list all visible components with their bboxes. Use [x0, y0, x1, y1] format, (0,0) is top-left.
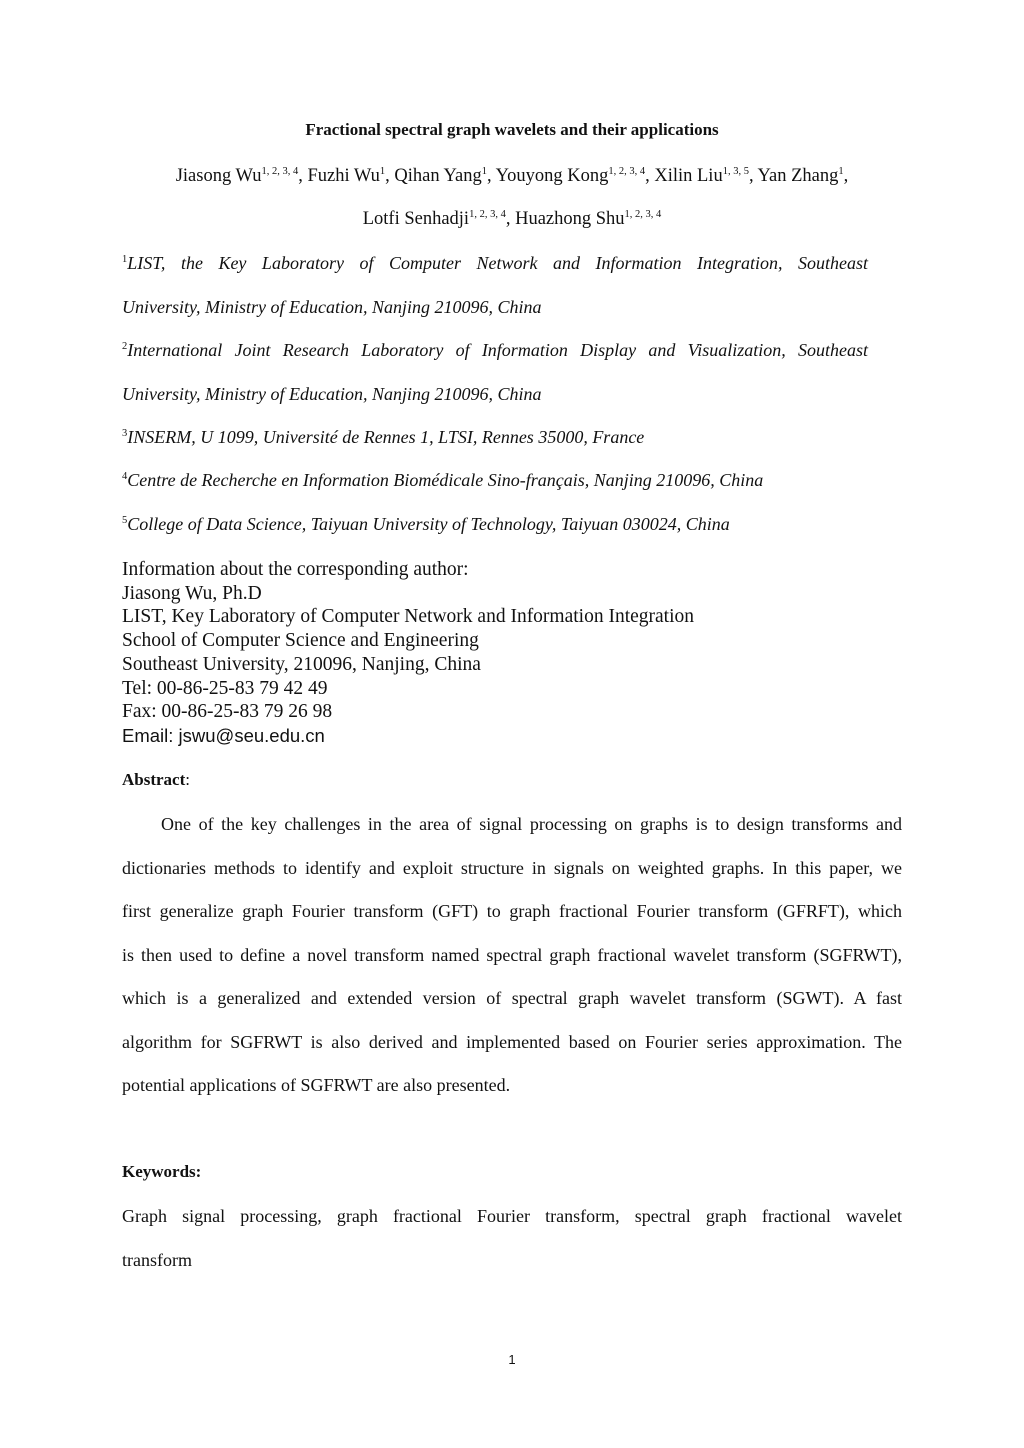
- abstract-line: [122, 803, 902, 847]
- abstract-line: dictionaries methods to identify and exploit structure in signals on weighted graphs. In this paper, we: [122, 857, 902, 878]
- author-separator: ,: [385, 166, 395, 186]
- affiliation-1: [122, 242, 868, 329]
- author-separator: ,: [645, 166, 655, 186]
- keywords-body: [122, 1195, 902, 1282]
- corresponding-author-block: [122, 558, 822, 748]
- affiliation-text: LIST, the Key Laboratory of Computer Network and Information Integration, Southeast: [127, 253, 868, 273]
- author-name: Yan Zhang: [757, 166, 839, 186]
- author-separator: ,: [487, 166, 496, 186]
- affiliation-text: INSERM, U 1099, Université de Rennes 1, LTSI, Rennes 35000, France: [127, 427, 645, 447]
- affiliation-line: [122, 459, 868, 503]
- corresponding-fax: Fax: 00-86-25-83 79 26 98: [122, 701, 333, 723]
- author-affiliation-marks: 1, 2, 3, 4: [624, 209, 662, 220]
- author-affiliation-marks: 1: [838, 166, 844, 177]
- author-separator: ,: [298, 166, 308, 186]
- affiliation-number: 3: [122, 428, 128, 439]
- corresponding-heading: Information about the corresponding author:: [122, 559, 469, 580]
- abstract-heading-label: Abstract: [122, 770, 186, 789]
- affiliation-number: 5: [122, 515, 128, 526]
- affiliation-number: 1: [122, 254, 128, 265]
- keywords-line: transform: [122, 1249, 192, 1270]
- abstract-body: [122, 803, 902, 1108]
- affiliation-line: [122, 242, 868, 286]
- keywords-line: Graph signal processing, graph fractional Fourier transform, spectral graph fractional wavelet: [122, 1206, 902, 1226]
- corresponding-tel: Tel: 00-86-25-83 79 42 49: [122, 677, 328, 699]
- corresponding-university: Southeast University, 210096, Nanjing, China: [122, 653, 481, 675]
- author-name: Jiasong Wu: [175, 166, 262, 186]
- affiliation-text: International Joint Research Laboratory of Information Display and Visualization, Southeast: [127, 340, 868, 360]
- corresponding-lab: LIST, Key Laboratory of Computer Network and Information Integration: [122, 606, 695, 628]
- paper-title: Fractional spectral graph wavelets and their applications: [305, 120, 719, 139]
- corresponding-email: Email: jswu@seu.edu.cn: [122, 724, 325, 746]
- affiliation-2: [122, 329, 868, 416]
- abstract-heading: [122, 770, 190, 790]
- abstract-line: potential applications of SGFRWT are also presented.: [122, 1075, 511, 1095]
- corresponding-school: School of Computer Science and Engineering: [122, 630, 479, 652]
- affiliation-number: 2: [122, 341, 128, 352]
- author-separator: ,: [843, 166, 849, 186]
- author-affiliation-marks: 1: [379, 166, 386, 177]
- author-affiliation-marks: 1, 2, 3, 4: [469, 209, 506, 220]
- author-separator: ,: [505, 209, 516, 229]
- author-name: Qihan Yang: [394, 166, 482, 186]
- author-list-line-1: [0, 166, 1024, 187]
- author-separator: ,: [748, 166, 758, 186]
- affiliation-line: University, Ministry of Education, Nanjing 210096, China: [122, 383, 542, 404]
- page-number: 1: [508, 1352, 516, 1367]
- author-affiliation-marks: 1, 2, 3, 4: [608, 166, 646, 177]
- affiliation-line: [122, 329, 868, 373]
- abstract-line: is then used to define a novel transform named spectral graph fractional wavelet transform (SGFRWT),: [122, 944, 902, 965]
- abstract-line-text: One of the key challenges in the area of signal processing on graphs is to design transforms and: [161, 814, 902, 834]
- author-affiliation-marks: 1, 2, 3, 4: [261, 166, 299, 177]
- author-name: Huazhong Shu: [515, 209, 625, 229]
- affiliation-text: Centre de Recherche en Information Biomédicale Sino-français, Nanjing 210096, China: [127, 470, 764, 490]
- affiliation-5: [122, 503, 868, 547]
- affiliation-4: [122, 459, 868, 503]
- affiliation-3: [122, 416, 868, 460]
- affiliation-line: [122, 416, 868, 460]
- author-name: Youyong Kong: [495, 166, 609, 186]
- affiliation-line: [122, 503, 868, 547]
- author-name: Xilin Liu: [654, 166, 723, 186]
- abstract-heading-colon: :: [185, 770, 190, 789]
- abstract-line: which is a generalized and extended version of spectral graph wavelet transform (SGWT). A fast: [122, 988, 902, 1008]
- abstract-line: first generalize graph Fourier transform (GFT) to graph fractional Fourier transform (GFRFT), which: [122, 901, 902, 921]
- affiliation-text: College of Data Science, Taiyuan University of Technology, Taiyuan 030024, China: [127, 514, 730, 534]
- affiliation-number: 4: [122, 471, 128, 482]
- author-list-line-2: [0, 209, 1024, 230]
- corresponding-name: Jiasong Wu, Ph.D: [122, 582, 262, 604]
- keywords-heading-label: Keywords:: [122, 1162, 202, 1181]
- abstract-line: algorithm for SGFRWT is also derived and implemented based on Fourier series approximation. The: [122, 1031, 902, 1052]
- author-affiliation-marks: 1: [481, 166, 488, 177]
- author-name: Lotfi Senhadji: [362, 209, 470, 229]
- affiliation-line: University, Ministry of Education, Nanjing 210096, China: [122, 296, 542, 317]
- keywords-heading: [122, 1162, 201, 1182]
- author-name: Fuzhi Wu: [307, 166, 380, 186]
- author-affiliation-marks: 1, 3, 5: [722, 166, 749, 177]
